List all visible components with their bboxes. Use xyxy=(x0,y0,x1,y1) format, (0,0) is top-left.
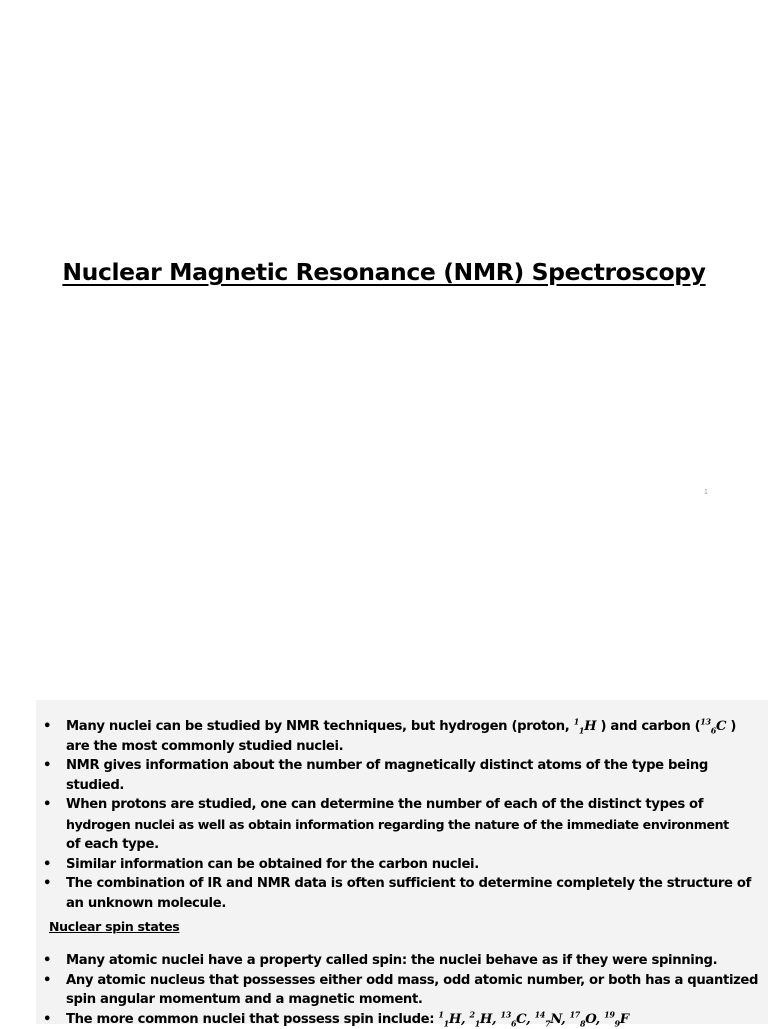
mass-number: 14 xyxy=(535,1009,545,1019)
mass-number: 1 xyxy=(574,717,579,727)
list-item xyxy=(36,756,760,795)
nucleus-symbol xyxy=(501,1012,527,1027)
section-heading: Nuclear spin states xyxy=(49,919,179,934)
nucleus-symbol xyxy=(469,1012,492,1027)
bullet-text: ) are the most commonly studied nuclei. xyxy=(66,719,736,754)
bullet-text: ) and carbon ( xyxy=(596,719,700,734)
element-symbol: F xyxy=(620,1012,629,1027)
list-item xyxy=(36,951,760,971)
nucleus-symbol xyxy=(574,719,597,734)
mass-number: 13 xyxy=(700,717,710,727)
atomic-number: 6 xyxy=(711,726,716,736)
element-symbol: H xyxy=(449,1012,461,1027)
slide-title: Nuclear Magnetic Resonance (NMR) Spectroscopy xyxy=(0,258,768,286)
atomic-number: 1 xyxy=(475,1018,480,1028)
bullet-text: Many nuclei can be studied by NMR techniques, but hydrogen (proton, xyxy=(66,719,574,734)
spin-bullet-list xyxy=(36,951,760,1029)
bullet-text: When protons are studied, one can determine the number of each of the distinct types of xyxy=(66,797,703,812)
bullet-text: Many atomic nuclei have a property called spin: the nuclei behave as if they were spinning. xyxy=(66,953,717,968)
element-symbol: O xyxy=(585,1012,595,1027)
bullet-text: The more common nuclei that possess spin include: xyxy=(66,1012,438,1027)
atomic-number: 8 xyxy=(580,1018,585,1028)
bullet-text: Any atomic nucleus that possesses either odd mass, odd atomic number, or both has a quantized spin angular momentum and a magnetic moment. xyxy=(66,973,758,1008)
list-item xyxy=(36,874,760,913)
atomic-number: 6 xyxy=(511,1018,516,1028)
list-item xyxy=(36,717,760,756)
element-symbol: C xyxy=(716,719,726,734)
nucleus-symbol xyxy=(535,1012,562,1027)
mass-number: 13 xyxy=(501,1009,511,1019)
element-symbol: H xyxy=(480,1012,492,1027)
atomic-number: 9 xyxy=(615,1018,620,1028)
nucleus-symbol xyxy=(700,719,726,734)
mass-number: 17 xyxy=(570,1009,580,1019)
list-item xyxy=(36,1010,760,1029)
list-item xyxy=(36,971,760,1010)
nucleus-symbol xyxy=(438,1012,461,1027)
mass-number: 1 xyxy=(438,1009,443,1019)
page-number: 1 xyxy=(704,489,708,496)
list-item xyxy=(36,795,760,855)
bullet-text: The combination of IR and NMR data is often sufficient to determine completely the structure of an unknown molecule. xyxy=(66,876,751,911)
element-symbol: N xyxy=(550,1012,561,1027)
intro-bullet-list xyxy=(36,717,760,913)
nucleus-symbol xyxy=(570,1012,596,1027)
mass-number: 19 xyxy=(604,1009,614,1019)
bullet-text: hydrogen nuclei as well as obtain information regarding the nature of the immediate environment xyxy=(66,817,729,832)
mass-number: 2 xyxy=(469,1009,474,1019)
nucleus-symbol xyxy=(604,1012,629,1027)
element-symbol: C xyxy=(516,1012,526,1027)
nucleus-list: $^1_1$H, $^2_1$H, $^{13}_6$C, $^{14}_7$N, $^{17}_8$O, $^{19}_9$F xyxy=(438,1012,628,1027)
atomic-number: 1 xyxy=(444,1018,449,1028)
slide-2 xyxy=(36,700,768,1024)
atomic-number: 1 xyxy=(579,726,584,736)
bullet-text: of each type. xyxy=(66,837,159,852)
bullet-text: Similar information can be obtained for the carbon nuclei. xyxy=(66,857,479,872)
element-symbol: H xyxy=(584,719,596,734)
bullet-text: NMR gives information about the number of magnetically distinct atoms of the type being studied. xyxy=(66,758,708,793)
list-item xyxy=(36,855,760,875)
atomic-number: 7 xyxy=(545,1018,550,1028)
